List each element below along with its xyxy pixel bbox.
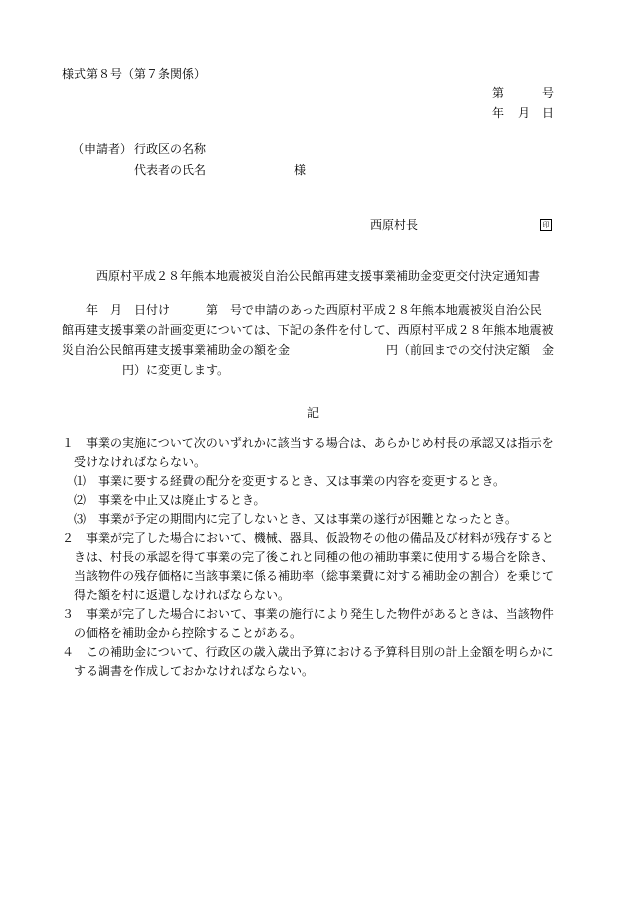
condition-line: 当該物件の残存価格に当該事業に係る補助率（総事業費に対する補助金の割合）を乗じて <box>74 569 555 583</box>
condition-line: ４ この補助金について、行政区の歳入歳出予算における予算科目別の計上金額を明らかに <box>62 645 554 659</box>
form-number: 様式第８号（第７条関係） <box>62 67 207 81</box>
condition-line: ３ 事業が完了した場合において、事業の施行により発生した物件があるときは、当該物件 <box>62 607 554 621</box>
seal-mark: 印 <box>540 219 552 231</box>
condition-line: １ 事業の実施について次のいずれかに該当する場合は、あらかじめ村長の承認又は指示を <box>62 436 554 450</box>
date-month: 月 <box>518 106 531 120</box>
body-line: 円）に変更します。 <box>62 363 230 377</box>
condition-line: きは、村長の承認を得て事業の完了後これと同種の他の補助事業に使用する場合を除き、 <box>74 550 554 564</box>
condition-line: 受けなければならない。 <box>74 455 207 469</box>
body-line: 災自治公民館再建支援事業補助金の額を金 円（前回までの交付決定額 金 <box>62 343 555 357</box>
condition-line: ２ 事業が完了した場合において、機械、器具、仮設物その他の備品及び材料が残存すると <box>62 531 554 545</box>
condition-line: ⑶ 事業が予定の期間内に完了しないとき、又は事業の遂行が困難となったとき。 <box>74 512 518 526</box>
notice-body <box>62 300 562 380</box>
doc-number-suffix: 号 <box>542 86 555 100</box>
date-year: 年 <box>492 106 505 120</box>
ki-heading: 記 <box>307 406 320 420</box>
condition-line: する調書を作成しておかなければならない。 <box>74 664 315 678</box>
notice-title: 西原村平成２８年熊本地震被災自治公民館再建支援事業補助金変更交付決定通知書 <box>96 269 541 283</box>
condition-line: の価格を補助金から控除することがある。 <box>74 626 303 640</box>
condition-line: ⑴ 事業に要する経費の配分を変更するとき、又は事業の内容を変更するとき。 <box>74 474 506 488</box>
condition-line: ⑵ 事業を中止又は廃止するとき。 <box>74 493 266 507</box>
conditions-list <box>62 434 582 681</box>
condition-line: 得た額を村に返還しなければならない。 <box>74 588 291 602</box>
district-name-label: 行政区の名称 <box>134 142 207 156</box>
date-day: 日 <box>542 106 555 120</box>
applicant-label: （申請者） <box>72 142 133 156</box>
body-line: 館再建支援事業の計画変更については、下記の条件を付して、西原村平成２８年熊本地震被 <box>62 323 554 337</box>
issuer-name: 西原村長 <box>370 218 419 232</box>
doc-number-prefix: 第 <box>492 86 505 100</box>
representative-name-label: 代表者の氏名 <box>134 163 207 177</box>
body-line: 年 月 日付け 第 号で申請のあった西原村平成２８年熊本地震被災自治公民 <box>62 303 542 317</box>
honorific: 様 <box>294 163 307 177</box>
